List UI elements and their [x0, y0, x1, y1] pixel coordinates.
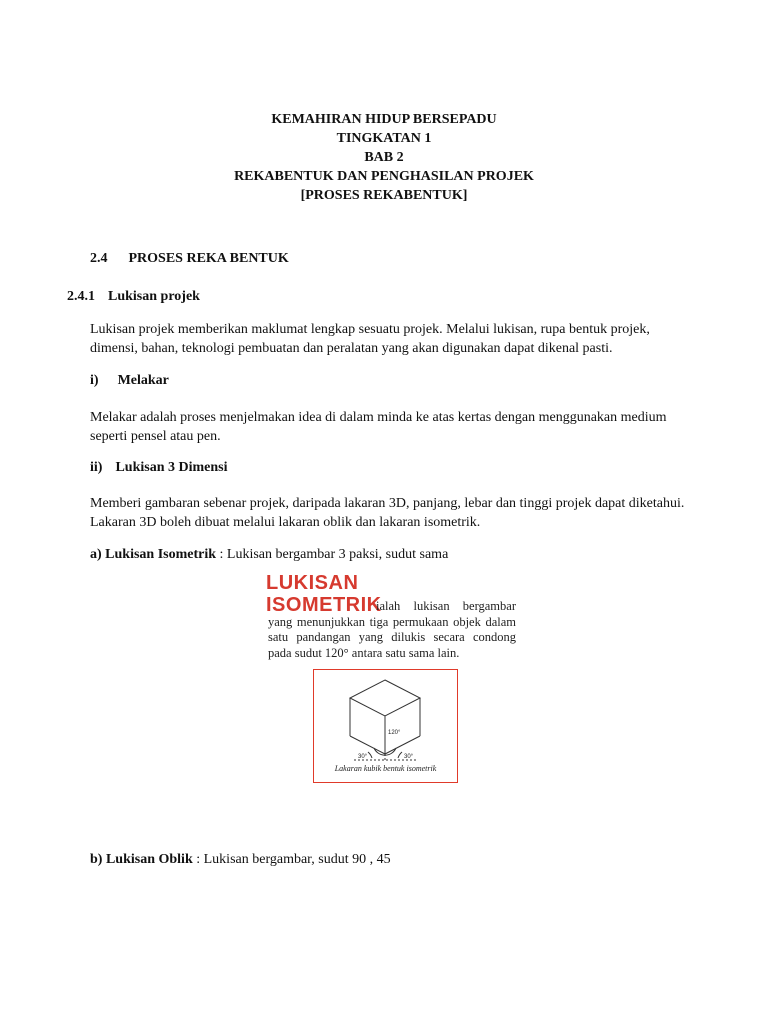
- item-ii-label: ii): [90, 460, 103, 475]
- section-number: 2.4: [90, 251, 108, 266]
- item-b-description: : Lukisan bergambar, sudut 90 , 45: [192, 852, 391, 867]
- angle-120-label: 120°: [388, 730, 401, 736]
- subsection-title: Lukisan projek: [108, 289, 200, 304]
- item-ii-heading: [90, 460, 228, 476]
- item-a-line: [90, 547, 448, 563]
- item-ii-title: Lukisan 3 Dimensi: [115, 460, 228, 475]
- title-chapter: BAB 2: [364, 150, 404, 165]
- section-title: PROSES REKA BENTUK: [128, 251, 289, 266]
- item-i-title: Melakar: [117, 373, 169, 388]
- subsection-number: 2.4.1: [67, 289, 95, 304]
- subsection-paragraph: Lukisan projek memberikan maklumat lengkap sesuatu projek. Melalui lukisan, rupa bentuk projek, dimensi, bahan, teknologi pembuatan dan peralatan yang akan digunakan dapat dikenal pasti.: [90, 322, 650, 356]
- figure-illustration-box: [313, 669, 458, 783]
- item-a-description: : Lukisan bergambar 3 paksi, sudut sama: [216, 547, 449, 562]
- figure-heading-line1: LUKISAN: [266, 572, 359, 594]
- figure-description: ialah lukisan bergambar yang menunjukkan tiga permukaan objek dalam satu pandangan yang dilukis secara condong pada sudut 120° antara satu sama lain.: [268, 599, 516, 660]
- title-chapter-name: REKABENTUK DAN PENGHASILAN PROJEK: [234, 169, 534, 184]
- item-i-heading: [90, 373, 169, 389]
- figure-description-wrap: [268, 599, 516, 661]
- title-grade: TINGKATAN 1: [336, 131, 432, 146]
- document-title-block: [0, 110, 768, 205]
- item-i-paragraph: Melakar adalah proses menjelmakan idea di dalam minda ke atas kertas dengan menggunakan medium seperti pensel atau pen.: [90, 410, 667, 444]
- figure-heading-line2: ISOMETRIK: [266, 594, 382, 616]
- isometric-figure: [258, 569, 520, 789]
- item-i-label: i): [90, 373, 99, 388]
- item-b-line: [90, 852, 391, 868]
- section-heading: [90, 251, 289, 267]
- item-b-title: b) Lukisan Oblik: [90, 852, 193, 867]
- item-a-title: a) Lukisan Isometrik: [90, 547, 217, 562]
- angle-30-right-label: 30°: [404, 754, 414, 760]
- item-ii-paragraph: Memberi gambaran sebenar projek, daripada lakaran 3D, panjang, lebar dan tinggi projek dapat diketahui. Lakaran 3D boleh dibuat melalui lakaran oblik dan lakaran isometrik.: [90, 496, 685, 530]
- subsection-heading: [67, 289, 200, 305]
- title-topic: [PROSES REKABENTUK]: [300, 188, 468, 203]
- angle-30-left-label: 30°: [358, 754, 368, 760]
- title-subject: KEMAHIRAN HIDUP BERSEPADU: [271, 112, 497, 127]
- figure-caption: Lakaran kubik bentuk isometrik: [334, 764, 437, 773]
